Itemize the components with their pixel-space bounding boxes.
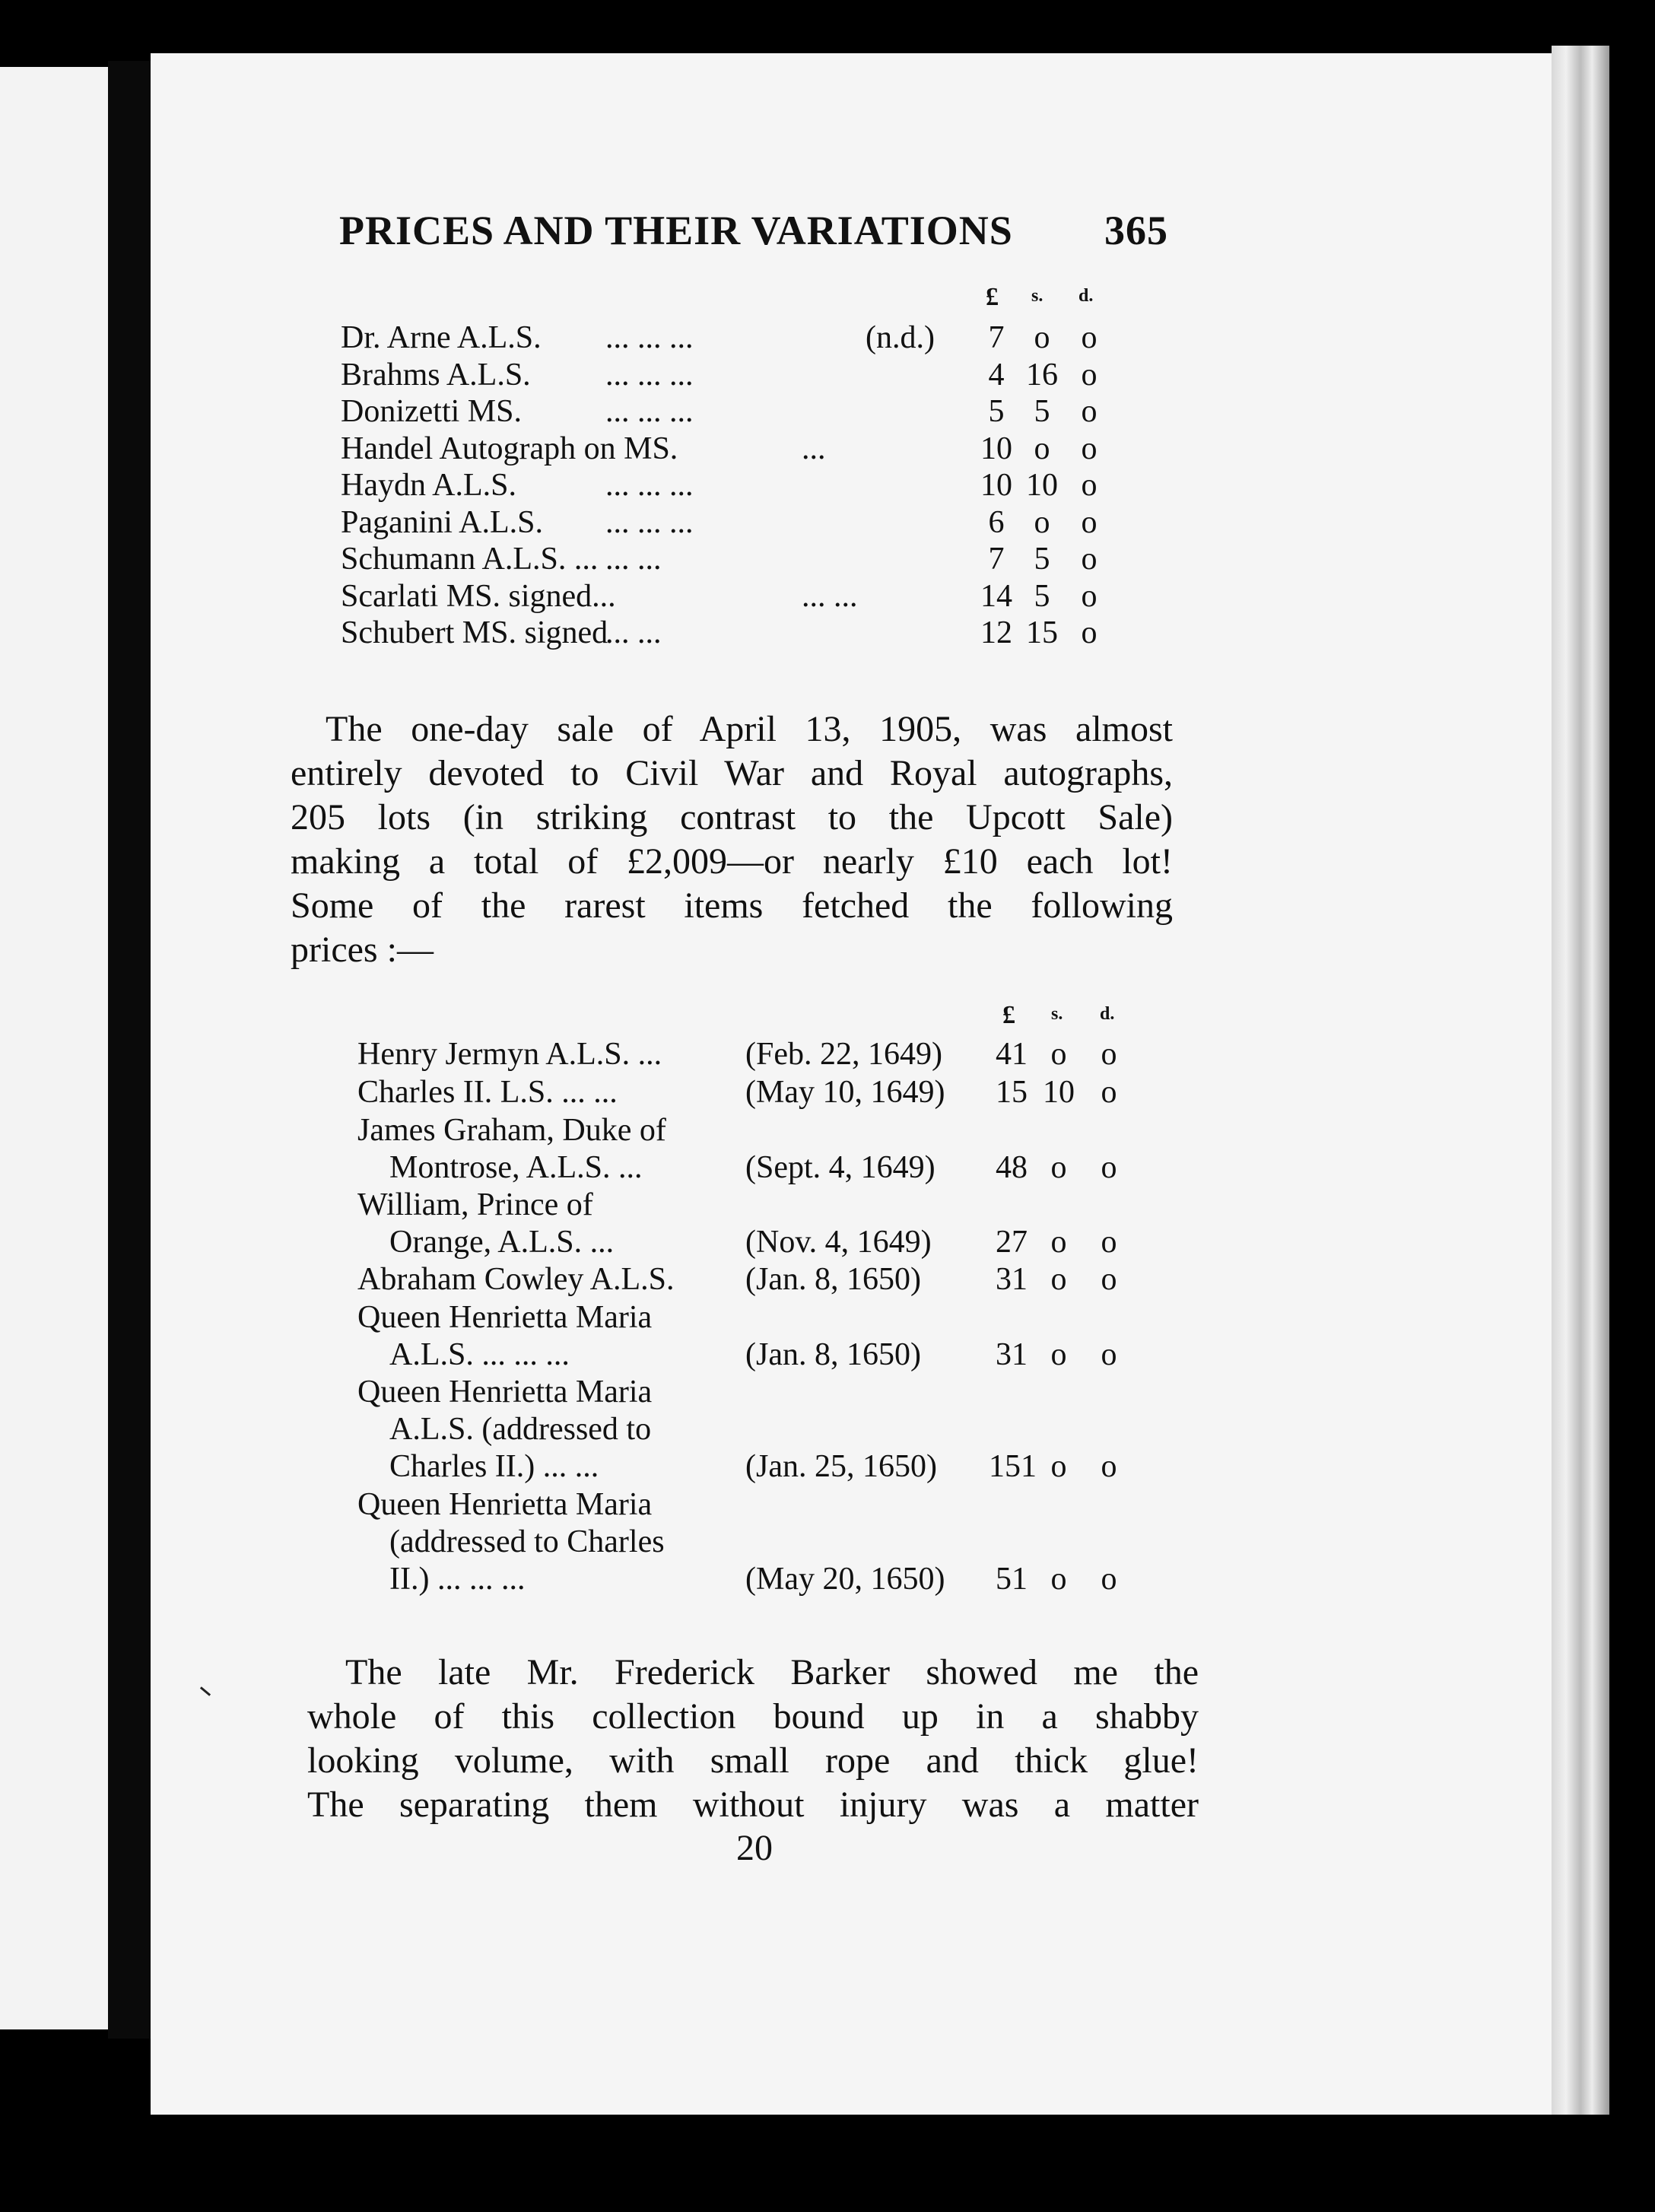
item-name: Schumann A.L.S. ...: [341, 542, 599, 577]
paragraph-sale-1905: [291, 707, 1173, 972]
item-name: James Graham, Duke of: [357, 1113, 666, 1148]
item-name-continued: Montrose, A.L.S. ...: [389, 1150, 643, 1185]
running-header: [339, 207, 1168, 254]
item-name: Donizetti MS.: [341, 394, 522, 429]
price-pence: o: [1081, 431, 1098, 466]
item-name-continued: (addressed to Charles: [389, 1524, 665, 1559]
shillings-symbol: s.: [1031, 286, 1044, 306]
item-name: Handel Autograph on MS.: [341, 431, 678, 466]
price-pounds: 7: [988, 320, 1005, 355]
item-date: (May 20, 1650): [745, 1562, 945, 1597]
item-date: (Feb. 22, 1649): [745, 1037, 942, 1072]
page-number: 365: [1104, 208, 1168, 253]
pence-symbol: d.: [1100, 1004, 1115, 1024]
item-date: (Jan. 8, 1650): [745, 1337, 921, 1372]
item-name-continued: Charles II.) ... ...: [389, 1449, 599, 1484]
item-name: Abraham Cowley A.L.S.: [357, 1262, 675, 1297]
price-shillings: 10: [1043, 1075, 1075, 1110]
page-edges: [1552, 46, 1609, 2115]
price-pence: o: [1081, 578, 1098, 614]
price-pence: o: [1081, 542, 1098, 577]
signature-mark: 20: [736, 1828, 773, 1868]
price-pence: o: [1101, 1337, 1117, 1372]
price-shillings: o: [1050, 1225, 1067, 1260]
pence-symbol: d.: [1078, 286, 1094, 306]
shillings-symbol: s.: [1051, 1004, 1063, 1024]
price-shillings: 5: [1034, 578, 1050, 614]
pounds-symbol: £: [1002, 1001, 1015, 1029]
paragraph-barker: [307, 1651, 1199, 1827]
price-shillings: o: [1050, 1262, 1067, 1297]
paragraph-line: looking volume, with small rope and thick glue!: [307, 1740, 1199, 1781]
price-pounds: 10: [980, 468, 1012, 503]
item-date: (Sept. 4, 1649): [745, 1150, 936, 1185]
leader-dots: ... ...: [605, 615, 662, 650]
item-date: (Jan. 25, 1650): [745, 1449, 937, 1484]
price-pence: o: [1101, 1562, 1117, 1597]
price-pounds: 12: [980, 615, 1012, 650]
item-date: (May 10, 1649): [745, 1075, 945, 1110]
price-pounds: 151: [989, 1449, 1037, 1484]
price-pounds: 27: [996, 1225, 1028, 1260]
price-shillings: o: [1034, 504, 1050, 540]
facing-page: [0, 67, 108, 2029]
item-name-continued: Orange, A.L.S. ...: [389, 1225, 615, 1260]
item-name: Queen Henrietta Maria: [357, 1375, 653, 1410]
price-pounds: 7: [988, 542, 1005, 577]
item-name: Paganini A.L.S.: [341, 504, 544, 540]
price-pence: o: [1101, 1150, 1117, 1185]
leader-dots: ... ... ...: [605, 320, 694, 355]
item-date: (Jan. 8, 1650): [745, 1262, 921, 1297]
price-pounds: 15: [996, 1075, 1028, 1110]
price-pounds: 51: [996, 1562, 1028, 1597]
leader-dots: ... ... ...: [605, 394, 694, 429]
price-pence: o: [1101, 1075, 1117, 1110]
item-name: Dr. Arne A.L.S.: [341, 320, 542, 355]
price-pence: o: [1101, 1225, 1117, 1260]
price-pounds: 41: [996, 1037, 1028, 1072]
leader-dots: ... ... ...: [605, 504, 694, 540]
price-pence: o: [1101, 1262, 1117, 1297]
item-name-continued: A.L.S. (addressed to: [389, 1412, 652, 1447]
leader-dots: ... ...: [802, 578, 858, 614]
item-name-continued: II.) ... ... ...: [389, 1562, 526, 1597]
price-shillings: o: [1034, 320, 1050, 355]
item-name: William, Prince of: [357, 1187, 593, 1222]
price-shillings: o: [1050, 1150, 1067, 1185]
item-name: Scarlati MS. signed...: [341, 578, 616, 614]
price-shillings: o: [1050, 1337, 1067, 1372]
paragraph-line: The late Mr. Frederick Barker showed me the: [345, 1652, 1199, 1692]
item-name: Henry Jermyn A.L.S. ...: [357, 1037, 662, 1072]
price-pounds: 14: [980, 578, 1012, 614]
price-shillings: o: [1050, 1037, 1067, 1072]
item-name: Schubert MS. signed: [341, 615, 608, 650]
price-pounds: 5: [988, 394, 1005, 429]
paragraph-line: making a total of £2,009—or nearly £10 each lot!: [291, 841, 1173, 882]
price-pence: o: [1101, 1449, 1117, 1484]
leader-dots: ... ... ...: [605, 357, 694, 393]
price-pounds: 10: [980, 431, 1012, 466]
price-pounds: 6: [988, 504, 1005, 540]
paragraph-line: The one-day sale of April 13, 1905, was almost: [326, 709, 1173, 749]
price-pence: o: [1081, 504, 1098, 540]
paragraph-line: The separating them without injury was a matter: [307, 1785, 1199, 1825]
price-pence: o: [1081, 320, 1098, 355]
leader-dots: ...: [802, 431, 826, 466]
leader-dots: ... ...: [605, 542, 662, 577]
item-date: (n.d.): [866, 320, 935, 355]
price-pounds: 31: [996, 1262, 1028, 1297]
item-name: Haydn A.L.S.: [341, 468, 516, 503]
price-shillings: o: [1050, 1449, 1067, 1484]
price-pence: o: [1081, 468, 1098, 503]
price-pence: o: [1081, 357, 1098, 393]
paragraph-line: whole of this collection bound up in a shabby: [307, 1696, 1199, 1737]
price-shillings: 5: [1034, 394, 1050, 429]
price-shillings: 15: [1026, 615, 1058, 650]
price-shillings: 5: [1034, 542, 1050, 577]
price-pounds: 31: [996, 1337, 1028, 1372]
price-shillings: 16: [1026, 357, 1058, 393]
paragraph-line: prices :—: [291, 930, 434, 970]
item-date: (Nov. 4, 1649): [745, 1225, 932, 1260]
price-pence: o: [1081, 615, 1098, 650]
book-gutter: [108, 61, 151, 2039]
price-pounds: 48: [996, 1150, 1028, 1185]
price-pence: o: [1081, 394, 1098, 429]
price-pounds: 4: [988, 357, 1005, 393]
price-shillings: 10: [1026, 468, 1058, 503]
item-name: Brahms A.L.S.: [341, 357, 531, 393]
leader-dots: ... ... ...: [605, 468, 694, 503]
item-name-continued: A.L.S. ... ... ...: [389, 1337, 570, 1372]
item-name: Charles II. L.S. ... ...: [357, 1075, 618, 1110]
paragraph-line: Some of the rarest items fetched the following: [291, 885, 1173, 926]
price-shillings: o: [1050, 1562, 1067, 1597]
item-name: Queen Henrietta Maria: [357, 1300, 653, 1335]
header-title: PRICES AND THEIR VARIATIONS: [339, 208, 1013, 253]
price-pence: o: [1101, 1037, 1117, 1072]
paragraph-line: 205 lots (in striking contrast to the Upcott Sale): [291, 797, 1173, 837]
item-name: Queen Henrietta Maria: [357, 1487, 653, 1522]
paragraph-line: entirely devoted to Civil War and Royal autographs,: [291, 753, 1173, 793]
price-shillings: o: [1034, 431, 1050, 466]
pounds-symbol: £: [986, 283, 999, 311]
